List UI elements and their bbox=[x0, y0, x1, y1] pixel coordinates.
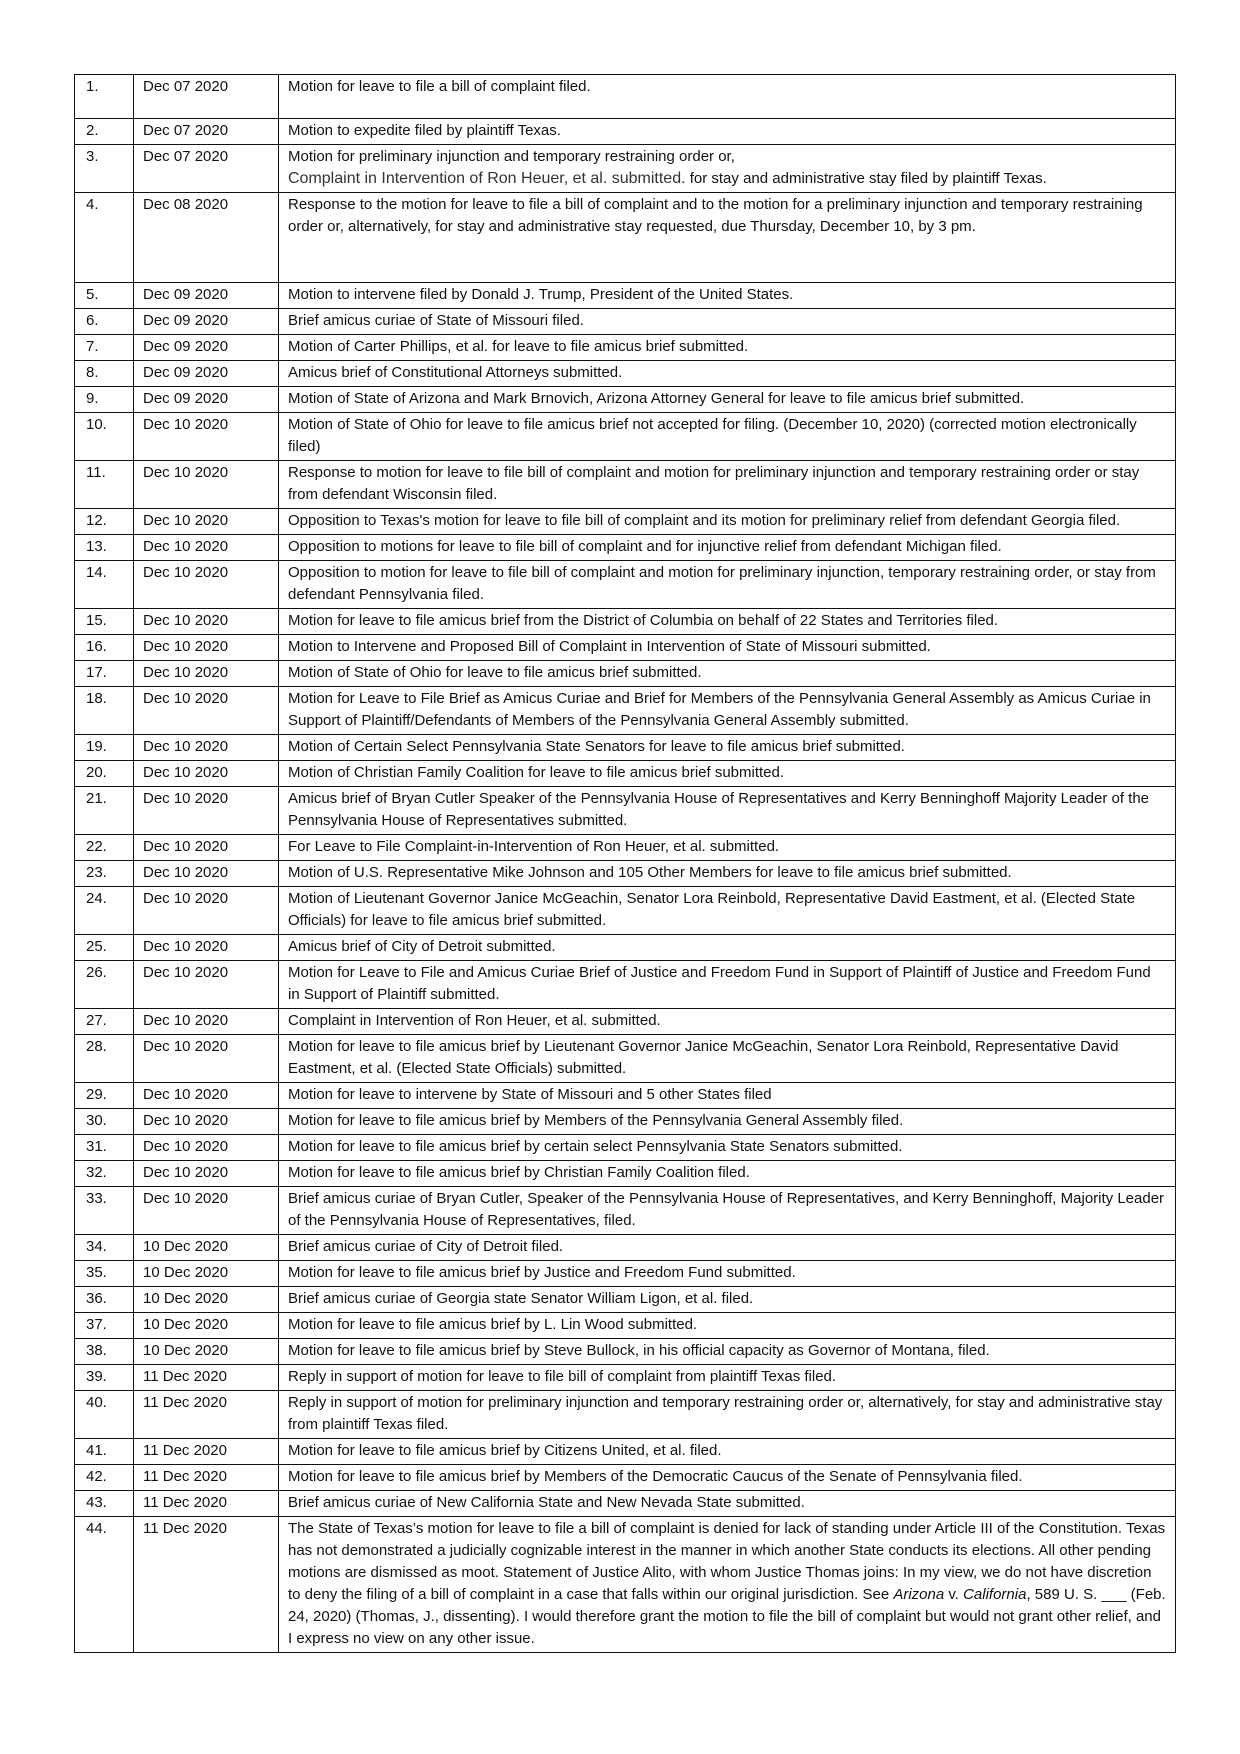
entry-text: Motion of State of Ohio for leave to file amicus brief submitted. bbox=[288, 664, 702, 681]
entry-number: 25. bbox=[75, 935, 134, 961]
docket-row bbox=[75, 861, 1176, 887]
docket-row bbox=[75, 561, 1176, 609]
docket-row bbox=[75, 535, 1176, 561]
docket-row bbox=[75, 1083, 1176, 1109]
entry-description bbox=[279, 361, 1176, 387]
entry-date: Dec 10 2020 bbox=[134, 609, 279, 635]
entry-description bbox=[279, 961, 1176, 1009]
docket-row bbox=[75, 609, 1176, 635]
docket-row bbox=[75, 935, 1176, 961]
entry-date: 10 Dec 2020 bbox=[134, 1235, 279, 1261]
docket-row bbox=[75, 1339, 1176, 1365]
entry-text: Motion for leave to file amicus brief by Christian Family Coalition filed. bbox=[288, 1164, 750, 1181]
entry-description bbox=[279, 1313, 1176, 1339]
docket-row bbox=[75, 1235, 1176, 1261]
entry-date: Dec 10 2020 bbox=[134, 761, 279, 787]
entry-description bbox=[279, 1391, 1176, 1439]
entry-number: 35. bbox=[75, 1261, 134, 1287]
entry-text: For Leave to File Complaint-in-Intervention of Ron Heuer, et al. submitted. bbox=[288, 838, 780, 855]
entry-text: Motion for leave to file amicus brief by L. Lin Wood submitted. bbox=[288, 1316, 698, 1333]
entry-number: 13. bbox=[75, 535, 134, 561]
entry-date: Dec 09 2020 bbox=[134, 387, 279, 413]
entry-text: Brief amicus curiae of State of Missouri filed. bbox=[288, 312, 584, 329]
entry-description bbox=[279, 935, 1176, 961]
docket-row bbox=[75, 1491, 1176, 1517]
entry-text: Motion of Christian Family Coalition for leave to file amicus brief submitted. bbox=[288, 764, 785, 781]
entry-description bbox=[279, 145, 1176, 193]
entry-number: 17. bbox=[75, 661, 134, 687]
entry-description bbox=[279, 687, 1176, 735]
entry-number: 18. bbox=[75, 687, 134, 735]
entry-text: Reply in support of motion for leave to file bill of complaint from plaintiff Texas filed. bbox=[288, 1368, 837, 1385]
entry-description bbox=[279, 861, 1176, 887]
docket-row bbox=[75, 1261, 1176, 1287]
entry-description bbox=[279, 75, 1176, 119]
entry-number: 6. bbox=[75, 309, 134, 335]
entry-number: 44. bbox=[75, 1517, 134, 1653]
entry-description bbox=[279, 1083, 1176, 1109]
entry-date: Dec 10 2020 bbox=[134, 935, 279, 961]
entry-number: 40. bbox=[75, 1391, 134, 1439]
entry-description bbox=[279, 1517, 1176, 1653]
docket-row bbox=[75, 387, 1176, 413]
entry-description bbox=[279, 1365, 1176, 1391]
entry-number: 19. bbox=[75, 735, 134, 761]
entry-date: Dec 07 2020 bbox=[134, 75, 279, 119]
docket-row bbox=[75, 1287, 1176, 1313]
entry-date: Dec 07 2020 bbox=[134, 145, 279, 193]
entry-text: Motion for leave to file amicus brief by Steve Bullock, in his official capacity as Governor of Montana, filed. bbox=[288, 1342, 990, 1359]
docket-body bbox=[75, 75, 1176, 1653]
entry-date: Dec 10 2020 bbox=[134, 1083, 279, 1109]
entry-text: Response to motion for leave to file bill of complaint and motion for preliminary injunction and temporary restraining order or stay from defendant Wisconsin filed. bbox=[288, 464, 1140, 503]
entry-text: Motion for Leave to File Brief as Amicus Curiae and Brief for Members of the Pennsylvania General Assembly as Amicus Curiae in Support of Plaintiff/Defendants of Members of the Pennsylvania General Assembly submitted. bbox=[288, 690, 1151, 729]
entry-description bbox=[279, 119, 1176, 145]
entry-date: Dec 10 2020 bbox=[134, 1035, 279, 1083]
entry-description bbox=[279, 1009, 1176, 1035]
entry-date: Dec 10 2020 bbox=[134, 635, 279, 661]
entry-number: 37. bbox=[75, 1313, 134, 1339]
entry-text: Brief amicus curiae of Bryan Cutler, Speaker of the Pennsylvania House of Representatives, and Kerry Benninghoff, Majority Leader of the Pennsylvania House of Representatives, filed. bbox=[288, 1190, 1165, 1229]
entry-description bbox=[279, 1439, 1176, 1465]
entry-number: 33. bbox=[75, 1187, 134, 1235]
entry-date: Dec 10 2020 bbox=[134, 535, 279, 561]
entry-number: 28. bbox=[75, 1035, 134, 1083]
entry-date: Dec 10 2020 bbox=[134, 413, 279, 461]
docket-row bbox=[75, 1035, 1176, 1083]
entry-number: 12. bbox=[75, 509, 134, 535]
entry-text: Amicus brief of Constitutional Attorneys submitted. bbox=[288, 364, 623, 381]
entry-number: 20. bbox=[75, 761, 134, 787]
docket-row bbox=[75, 193, 1176, 283]
entry-text: Motion of State of Arizona and Mark Brnovich, Arizona Attorney General for leave to file amicus brief submitted. bbox=[288, 390, 1025, 407]
entry-text: Reply in support of motion for preliminary injunction and temporary restraining order or, alternatively, for stay and administrative stay from plaintiff Texas filed. bbox=[288, 1394, 1163, 1433]
entry-description bbox=[279, 283, 1176, 309]
docket-row bbox=[75, 509, 1176, 535]
docket-row bbox=[75, 283, 1176, 309]
entry-number: 1. bbox=[75, 75, 134, 119]
entry-description bbox=[279, 1235, 1176, 1261]
entry-date: Dec 09 2020 bbox=[134, 283, 279, 309]
entry-number: 26. bbox=[75, 961, 134, 1009]
entry-description bbox=[279, 461, 1176, 509]
docket-row bbox=[75, 687, 1176, 735]
docket-row bbox=[75, 1161, 1176, 1187]
entry-inserted-text: Complaint in Intervention of Ron Heuer, et al. submitted. bbox=[288, 170, 686, 187]
docket-row bbox=[75, 1009, 1176, 1035]
entry-text: Opposition to motion for leave to file bill of complaint and motion for preliminary injunction, temporary restraining order, or stay from defendant Pennsylvania filed. bbox=[288, 564, 1156, 603]
entry-date: Dec 07 2020 bbox=[134, 119, 279, 145]
entry-description bbox=[279, 735, 1176, 761]
docket-row bbox=[75, 1135, 1176, 1161]
docket-row bbox=[75, 661, 1176, 687]
entry-number: 7. bbox=[75, 335, 134, 361]
entry-description bbox=[279, 561, 1176, 609]
entry-description bbox=[279, 387, 1176, 413]
entry-text: Amicus brief of Bryan Cutler Speaker of the Pennsylvania House of Representatives and Kerry Benninghoff Majority Leader of the Pennsylvania House of Representatives submitted. bbox=[288, 790, 1150, 829]
entry-text: Motion for leave to file amicus brief by Citizens United, et al. filed. bbox=[288, 1442, 722, 1459]
entry-text: Motion of Lieutenant Governor Janice McGeachin, Senator Lora Reinbold, Representative David Eastment, et al. (Elected State Officials) for leave to file amicus brief submitted. bbox=[288, 890, 1136, 929]
entry-date: 10 Dec 2020 bbox=[134, 1287, 279, 1313]
entry-text: Motion for leave to file amicus brief by Members of the Pennsylvania General Assembly filed. bbox=[288, 1112, 904, 1129]
entry-date: Dec 10 2020 bbox=[134, 661, 279, 687]
entry-text: Motion for leave to file amicus brief by Justice and Freedom Fund submitted. bbox=[288, 1264, 796, 1281]
entry-text: Brief amicus curiae of City of Detroit filed. bbox=[288, 1238, 564, 1255]
entry-text: Brief amicus curiae of Georgia state Senator William Ligon, et al. filed. bbox=[288, 1290, 754, 1307]
entry-number: 16. bbox=[75, 635, 134, 661]
entry-text: Opposition to Texas's motion for leave to file bill of complaint and its motion for preliminary relief from defendant Georgia filed. bbox=[288, 512, 1121, 529]
case-name: Arizona bbox=[893, 1586, 945, 1603]
entry-number: 14. bbox=[75, 561, 134, 609]
entry-date: 11 Dec 2020 bbox=[134, 1491, 279, 1517]
docket-row bbox=[75, 887, 1176, 935]
entry-text: Motion of Certain Select Pennsylvania State Senators for leave to file amicus brief submitted. bbox=[288, 738, 905, 755]
docket-row bbox=[75, 1391, 1176, 1439]
entry-date: 11 Dec 2020 bbox=[134, 1365, 279, 1391]
entry-number: 39. bbox=[75, 1365, 134, 1391]
entry-date: 10 Dec 2020 bbox=[134, 1339, 279, 1365]
entry-date: 10 Dec 2020 bbox=[134, 1313, 279, 1339]
docket-row bbox=[75, 75, 1176, 119]
docket-row bbox=[75, 335, 1176, 361]
entry-text: Motion for leave to file amicus brief by Members of the Democratic Caucus of the Senate of Pennsylvania filed. bbox=[288, 1468, 1023, 1485]
entry-date: Dec 10 2020 bbox=[134, 1109, 279, 1135]
entry-number: 9. bbox=[75, 387, 134, 413]
entry-description bbox=[279, 1135, 1176, 1161]
entry-description bbox=[279, 193, 1176, 283]
entry-date: Dec 10 2020 bbox=[134, 687, 279, 735]
entry-date: 11 Dec 2020 bbox=[134, 1517, 279, 1653]
docket-row bbox=[75, 1187, 1176, 1235]
entry-number: 36. bbox=[75, 1287, 134, 1313]
entry-description bbox=[279, 413, 1176, 461]
case-name: California bbox=[963, 1586, 1027, 1603]
entry-text: Opposition to motions for leave to file bill of complaint and for injunctive relief from defendant Michigan filed. bbox=[288, 538, 1002, 555]
entry-date: Dec 09 2020 bbox=[134, 309, 279, 335]
entry-text-versus: v. bbox=[944, 1586, 964, 1603]
entry-description bbox=[279, 1187, 1176, 1235]
entry-text: Amicus brief of City of Detroit submitted. bbox=[288, 938, 556, 955]
entry-text: Motion for preliminary injunction and temporary restraining order or, bbox=[288, 148, 735, 165]
entry-date: Dec 10 2020 bbox=[134, 887, 279, 935]
entry-description bbox=[279, 787, 1176, 835]
entry-text: Motion for leave to file amicus brief by Lieutenant Governor Janice McGeachin, Senator Lora Reinbold, Representative David Eastment, et al. (Elected State Officials) submitted. bbox=[288, 1038, 1119, 1077]
docket-row bbox=[75, 1465, 1176, 1491]
docket-row bbox=[75, 361, 1176, 387]
docket-row bbox=[75, 961, 1176, 1009]
entry-number: 10. bbox=[75, 413, 134, 461]
entry-text: Motion to intervene filed by Donald J. Trump, President of the United States. bbox=[288, 286, 794, 303]
entry-date: Dec 09 2020 bbox=[134, 361, 279, 387]
entry-description bbox=[279, 887, 1176, 935]
docket-row bbox=[75, 1439, 1176, 1465]
entry-text: Complaint in Intervention of Ron Heuer, et al. submitted. bbox=[288, 1012, 661, 1029]
entry-text-continued: for stay and administrative stay filed by plaintiff Texas. bbox=[685, 170, 1047, 187]
entry-text: Motion to expedite filed by plaintiff Texas. bbox=[288, 122, 561, 139]
entry-number: 22. bbox=[75, 835, 134, 861]
entry-number: 3. bbox=[75, 145, 134, 193]
entry-date: Dec 10 2020 bbox=[134, 861, 279, 887]
docket-table bbox=[74, 74, 1176, 1653]
entry-description bbox=[279, 509, 1176, 535]
entry-date: Dec 10 2020 bbox=[134, 509, 279, 535]
entry-description bbox=[279, 1287, 1176, 1313]
entry-number: 4. bbox=[75, 193, 134, 283]
entry-text: Motion for Leave to File and Amicus Curiae Brief of Justice and Freedom Fund in Support of Plaintiff of Justice and Freedom Fund in Support of Plaintiff submitted. bbox=[288, 964, 1151, 1003]
entry-description bbox=[279, 761, 1176, 787]
entry-date: 11 Dec 2020 bbox=[134, 1465, 279, 1491]
docket-row bbox=[75, 635, 1176, 661]
entry-number: 27. bbox=[75, 1009, 134, 1035]
entry-date: 10 Dec 2020 bbox=[134, 1261, 279, 1287]
entry-text: Motion of U.S. Representative Mike Johnson and 105 Other Members for leave to file amicus brief submitted. bbox=[288, 864, 1012, 881]
entry-description bbox=[279, 1491, 1176, 1517]
entry-description bbox=[279, 1465, 1176, 1491]
entry-number: 24. bbox=[75, 887, 134, 935]
entry-number: 2. bbox=[75, 119, 134, 145]
entry-date: Dec 10 2020 bbox=[134, 787, 279, 835]
entry-number: 42. bbox=[75, 1465, 134, 1491]
entry-text: Motion of State of Ohio for leave to file amicus brief not accepted for filing. (December 10, 2020) (corrected motion electronically filed) bbox=[288, 416, 1137, 455]
entry-description bbox=[279, 1339, 1176, 1365]
entry-number: 15. bbox=[75, 609, 134, 635]
docket-row bbox=[75, 835, 1176, 861]
entry-description bbox=[279, 609, 1176, 635]
entry-text: Motion for leave to intervene by State of Missouri and 5 other States filed bbox=[288, 1086, 772, 1103]
docket-row bbox=[75, 309, 1176, 335]
entry-date: 11 Dec 2020 bbox=[134, 1439, 279, 1465]
entry-date: Dec 10 2020 bbox=[134, 1135, 279, 1161]
entry-description bbox=[279, 335, 1176, 361]
docket-row bbox=[75, 787, 1176, 835]
entry-date: 11 Dec 2020 bbox=[134, 1391, 279, 1439]
entry-text: Motion for leave to file amicus brief by certain select Pennsylvania State Senators submitted. bbox=[288, 1138, 903, 1155]
entry-description bbox=[279, 535, 1176, 561]
entry-date: Dec 09 2020 bbox=[134, 335, 279, 361]
entry-number: 29. bbox=[75, 1083, 134, 1109]
entry-text: Brief amicus curiae of New California State and New Nevada State submitted. bbox=[288, 1494, 805, 1511]
entry-number: 30. bbox=[75, 1109, 134, 1135]
entry-description bbox=[279, 309, 1176, 335]
entry-date: Dec 10 2020 bbox=[134, 1161, 279, 1187]
entry-description bbox=[279, 1109, 1176, 1135]
entry-date: Dec 10 2020 bbox=[134, 561, 279, 609]
entry-description bbox=[279, 661, 1176, 687]
entry-date: Dec 10 2020 bbox=[134, 1009, 279, 1035]
docket-row bbox=[75, 1517, 1176, 1653]
entry-number: 23. bbox=[75, 861, 134, 887]
entry-text: Motion for leave to file a bill of complaint filed. bbox=[288, 78, 591, 95]
docket-row bbox=[75, 1313, 1176, 1339]
entry-text: Response to the motion for leave to file a bill of complaint and to the motion for a preliminary injunction and temporary restraining order or, alternatively, for stay and administrative stay requested, due Thursday, December 10, by 3 pm. bbox=[288, 196, 1143, 235]
docket-row bbox=[75, 735, 1176, 761]
docket-row bbox=[75, 145, 1176, 193]
entry-number: 11. bbox=[75, 461, 134, 509]
entry-text: The State of Texas’s motion for leave to file a bill of complaint is denied for lack of standing under Article III of the Constitution. Texas has not demonstrated a judicially cognizable interest in the manner in which another State conducts its elections. All other pending motions are dismissed as moot. Statement of Justice Alito, with whom Justice Thomas joins: In my view, we do not have discretion to deny the filing of a bill of complaint in a case that falls within our original jurisdiction. See bbox=[288, 1520, 1166, 1603]
entry-description bbox=[279, 835, 1176, 861]
entry-number: 21. bbox=[75, 787, 134, 835]
docket-row bbox=[75, 1365, 1176, 1391]
entry-number: 8. bbox=[75, 361, 134, 387]
entry-text-continued: , 589 U. S. ___ (Feb. 24, 2020) (Thomas, J., dissenting). I would therefore grant the motion to file the bill of complaint but would not grant other relief, and I express no view on any other issue. bbox=[288, 1586, 1166, 1647]
entry-date: Dec 10 2020 bbox=[134, 835, 279, 861]
entry-number: 31. bbox=[75, 1135, 134, 1161]
entry-text: Motion to Intervene and Proposed Bill of Complaint in Intervention of State of Missouri submitted. bbox=[288, 638, 931, 655]
entry-description bbox=[279, 1161, 1176, 1187]
entry-description bbox=[279, 1035, 1176, 1083]
docket-row bbox=[75, 119, 1176, 145]
entry-text: Motion of Carter Phillips, et al. for leave to file amicus brief submitted. bbox=[288, 338, 749, 355]
entry-date: Dec 10 2020 bbox=[134, 461, 279, 509]
entry-number: 5. bbox=[75, 283, 134, 309]
entry-description bbox=[279, 1261, 1176, 1287]
docket-row bbox=[75, 461, 1176, 509]
entry-text: Motion for leave to file amicus brief from the District of Columbia on behalf of 22 States and Territories filed. bbox=[288, 612, 999, 629]
entry-date: Dec 10 2020 bbox=[134, 1187, 279, 1235]
entry-description bbox=[279, 635, 1176, 661]
entry-date: Dec 08 2020 bbox=[134, 193, 279, 283]
entry-number: 34. bbox=[75, 1235, 134, 1261]
entry-number: 38. bbox=[75, 1339, 134, 1365]
entry-number: 41. bbox=[75, 1439, 134, 1465]
docket-row bbox=[75, 413, 1176, 461]
entry-date: Dec 10 2020 bbox=[134, 961, 279, 1009]
docket-row bbox=[75, 1109, 1176, 1135]
docket-row bbox=[75, 761, 1176, 787]
entry-number: 43. bbox=[75, 1491, 134, 1517]
entry-date: Dec 10 2020 bbox=[134, 735, 279, 761]
entry-number: 32. bbox=[75, 1161, 134, 1187]
